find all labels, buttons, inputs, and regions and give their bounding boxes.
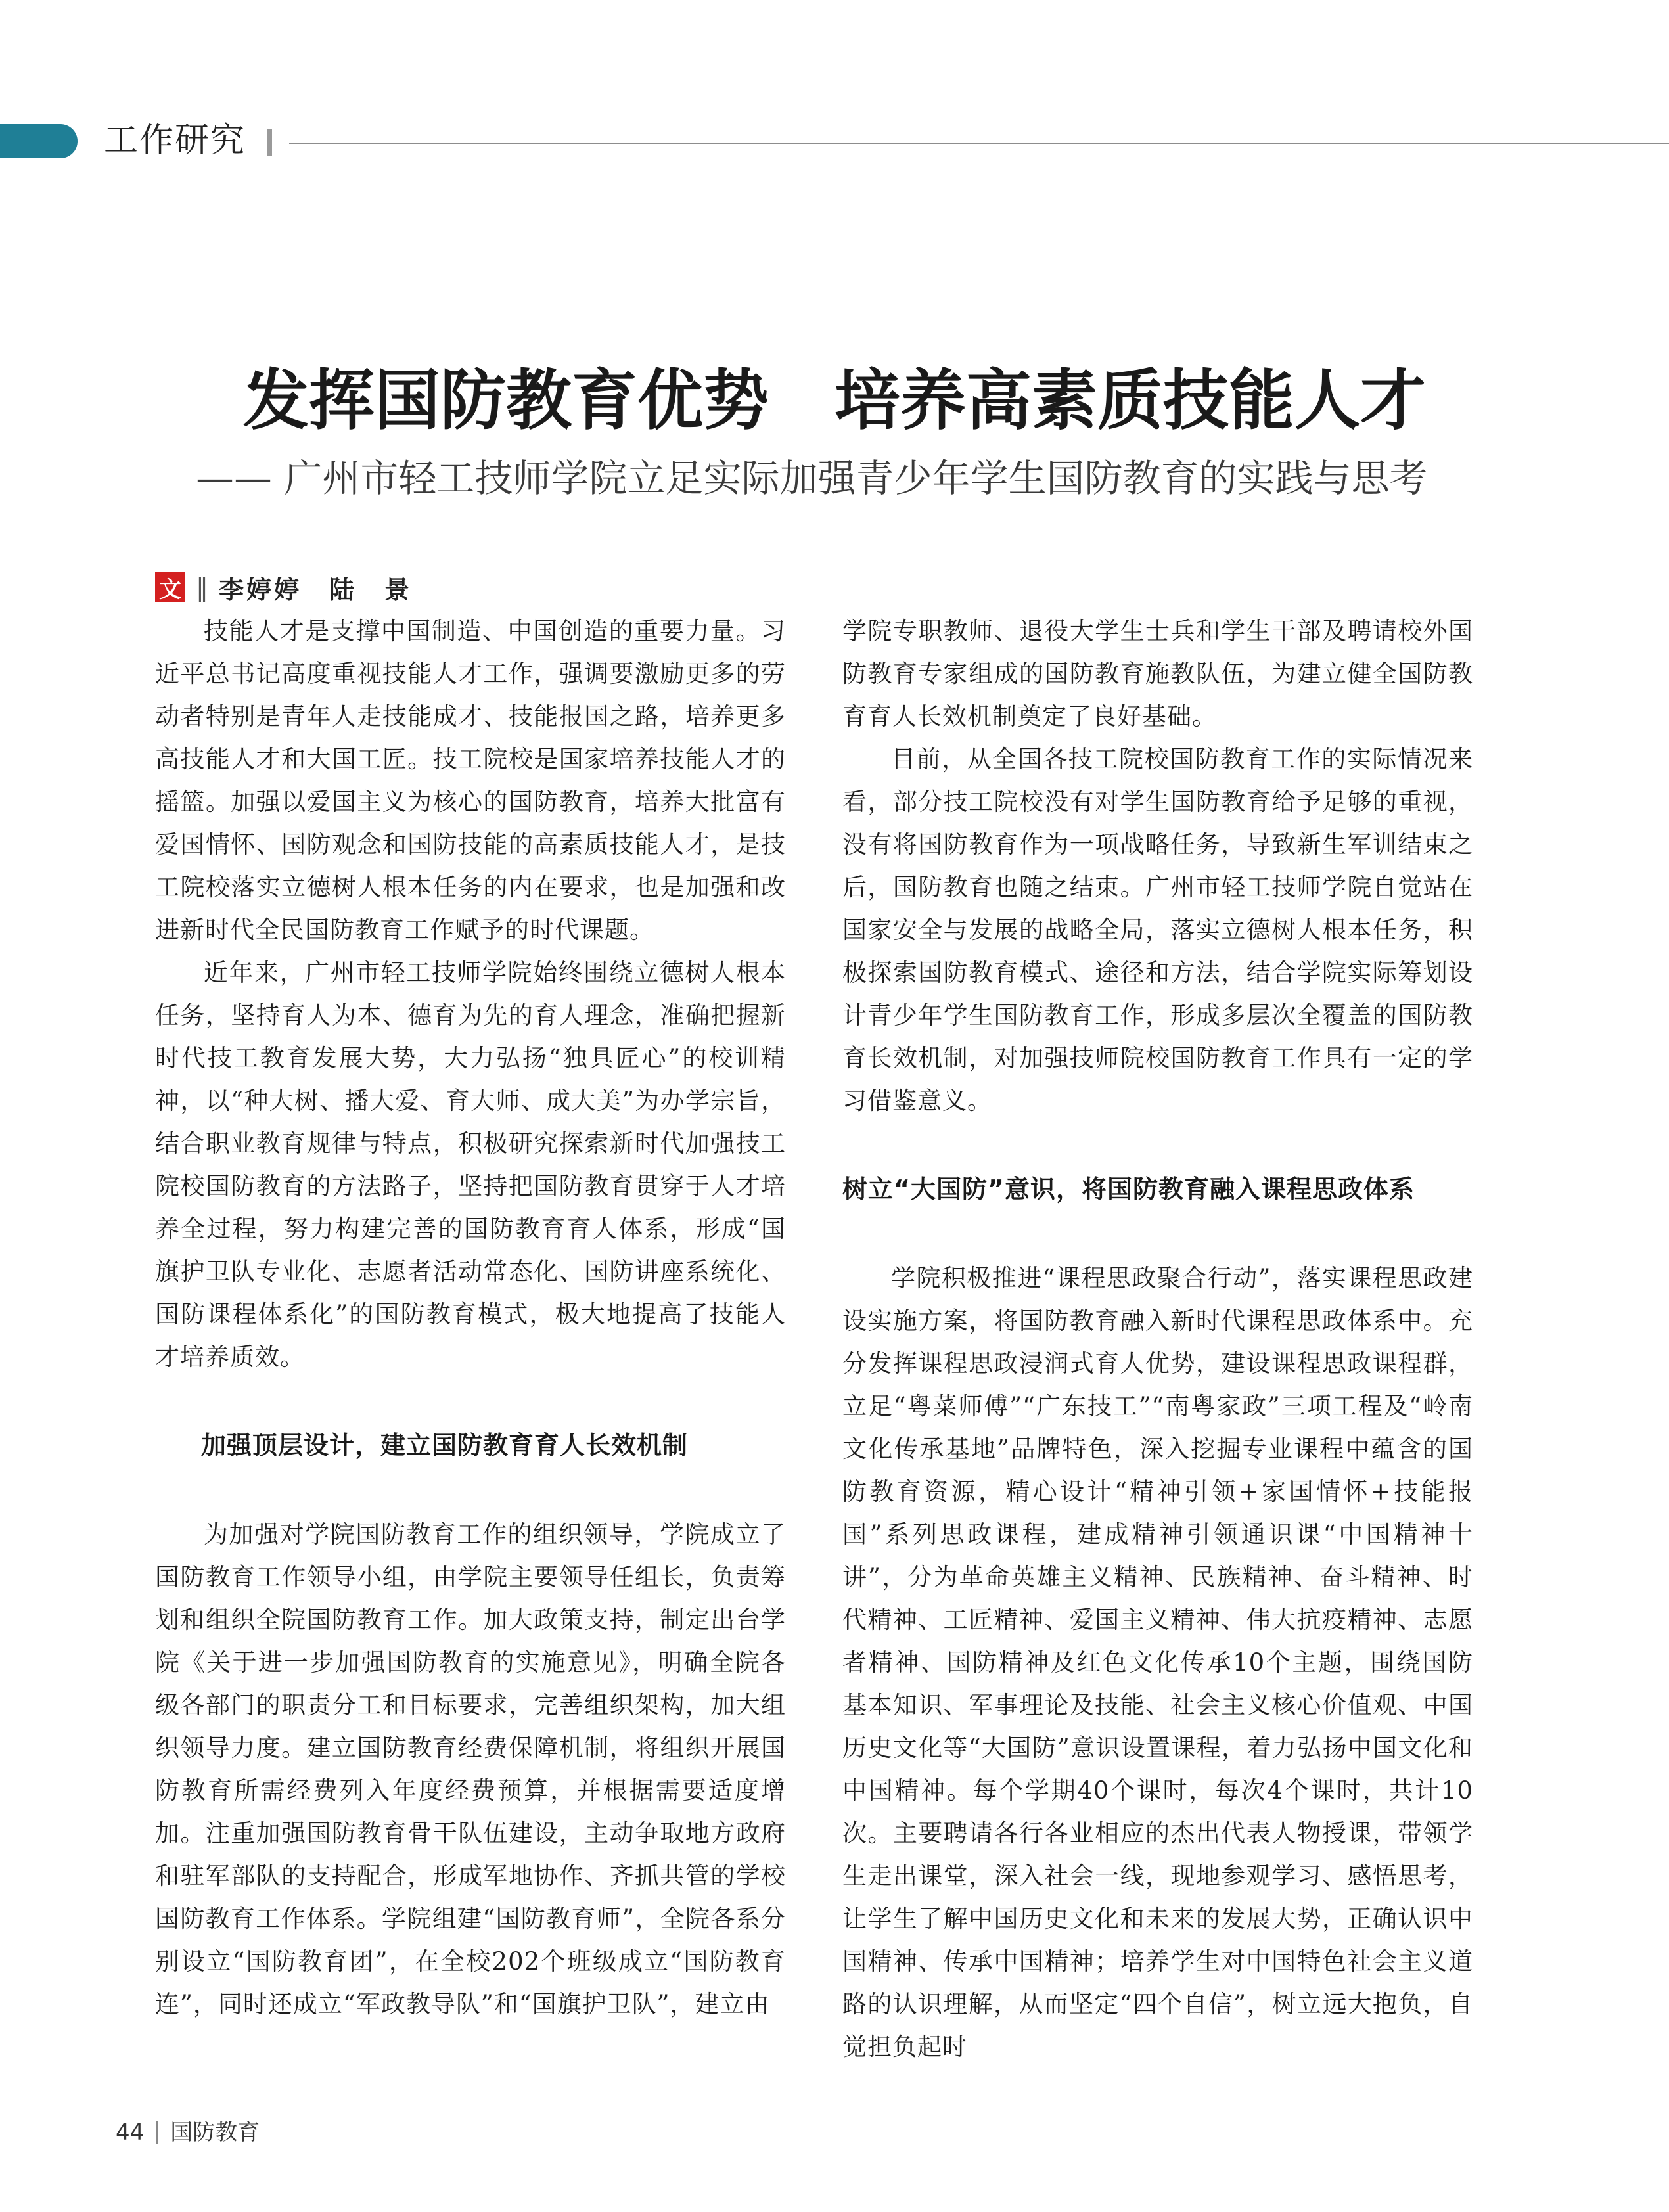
right-column <box>842 610 1473 2068</box>
header-accent-tab <box>0 124 78 158</box>
byline-badge: 文 <box>155 572 185 602</box>
section-heading: 树立“大国防”意识，将国防教育融入课程思政体系 <box>842 1175 1415 1204</box>
paragraph: 为加强对学院国防教育工作的组织领导，学院成立了国防教育工作领导小组，由学院主要领导任组长，负责筹划和组织全院国防教育工作。加大政策支持，制定出台学院《关于进一步加强国防教育的实施意见》，明确全院各级各部门的职责分工和目标要求，完善组织架构，加大组织领导力度。建立国防教育经费保障机制，将组织开展国防教育所需经费列入年度经费预算，并根据需要适度增加。注重加强国防教育骨干队伍建设，主动争取地方政府和驻军部队的支持配合，形成军地协作、齐抓共管的学校国防教育工作体系。学院组建“国防教育师”，全院各系分别设立“国防教育团”，在全校202个班级成立“国防教育连”，同时还成立“军政教导队”和“国旗护卫队”，建立由 <box>155 1520 786 2018</box>
paragraph: 近年来，广州市轻工技师学院始终围绕立德树人根本任务，坚持育人为本、德育为先的育人理念，准确把握新时代技工教育发展大势，大力弘扬“独具匠心”的校训精神，以“种大树、播大爱、育大师、成大美”为办学宗旨，结合职业教育规律与特点，积极研究探索新时代加强技工院校国防教育的方法路子，坚持把国防教育贯穿于人才培养全过程，努力构建完善的国防教育育人体系，形成“国旗护卫队专业化、志愿者活动常态化、国防讲座系统化、国防课程体系化”的国防教育模式，极大地提高了技能人才培养质效。 <box>155 959 786 1371</box>
header-separator-bar <box>267 129 272 156</box>
paragraph: 目前，从全国各技工院校国防教育工作的实际情况来看，部分技工院校没有对学生国防教育给予足够的重视，没有将国防教育作为一项战略任务，导致新生军训结束之后，国防教育也随之结束。广州市轻工技师学院自觉站在国家安全与发展的战略全局，落实立德树人根本任务，积极探索国防教育模式、途径和方法，结合学院实际筹划设计青少年学生国防教育工作，形成多层次全覆盖的国防教育长效机制，对加强技师院校国防教育工作具有一定的学习借鉴意义。 <box>842 745 1473 1115</box>
article-subtitle: —— 广州市轻工技师学院立足实际加强青少年学生国防教育的实践与思考 <box>196 456 1428 501</box>
byline <box>155 572 412 603</box>
paragraph: 学院专职教师、退役大学生士兵和学生干部及聘请校外国防教育专家组成的国防教育施教队伍，为建立健全国防教育育人长效机制奠定了良好基础。 <box>842 617 1473 731</box>
section-label: 工作研究 <box>104 121 246 160</box>
byline-separator: ‖ <box>196 573 208 602</box>
magazine-name: 国防教育 <box>170 2119 260 2146</box>
left-column <box>155 610 786 2025</box>
page-number: 44 <box>116 2119 145 2146</box>
footer-separator <box>156 2121 158 2144</box>
byline-authors: 李婷婷 陆 景 <box>219 575 413 604</box>
page-footer <box>116 2118 260 2147</box>
section-heading: 加强顶层设计，建立国防教育育人长效机制 <box>201 1431 689 1460</box>
paragraph: 学院积极推进“课程思政聚合行动”，落实课程思政建设实施方案，将国防教育融入新时代课程思政体系中。充分发挥课程思政浸润式育人优势，建设课程思政课程群，立足“粤菜师傅”“广东技工”“南粤家政”三项工程及“岭南文化传承基地”品牌特色，深入挖掘专业课程中蕴含的国防教育资源，精心设计“精神引领+家国情怀+技能报国”系列思政课程，建成精神引领通识课“中国精神十讲”，分为革命英雄主义精神、民族精神、奋斗精神、时代精神、工匠精神、爱国主义精神、伟大抗疫精神、志愿者精神、国防精神及红色文化传承10个主题，围绕国防基本知识、军事理论及技能、社会主义核心价值观、中国历史文化等“大国防”意识设置课程，着力弘扬中国文化和中国精神。每个学期40个课时，每次4个课时，共计10次。主要聘请各行各业相应的杰出代表人物授课，带领学生走出课堂，深入社会一线，现地参观学习、感悟思考，让学生了解中国历史文化和未来的发展大势，正确认识中国精神、传承中国精神；培养学生对中国特色社会主义道路的认识理解，从而坚定“四个自信”，树立远大抱负，自觉担负起时 <box>842 1264 1473 2061</box>
paragraph: 技能人才是支撑中国制造、中国创造的重要力量。习近平总书记高度重视技能人才工作，强调要激励更多的劳动者特别是青年人走技能成才、技能报国之路，培养更多高技能人才和大国工匠。技工院校是国家培养技能人才的摇篮。加强以爱国主义为核心的国防教育，培养大批富有爱国情怀、国防观念和国防技能的高素质技能人才，是技工院校落实立德树人根本任务的内在要求，也是加强和改进新时代全民国防教育工作赋予的时代课题。 <box>155 617 786 944</box>
article-title: 发挥国防教育优势 培养高素质技能人才 <box>243 362 1426 439</box>
header-rule <box>289 143 1669 144</box>
